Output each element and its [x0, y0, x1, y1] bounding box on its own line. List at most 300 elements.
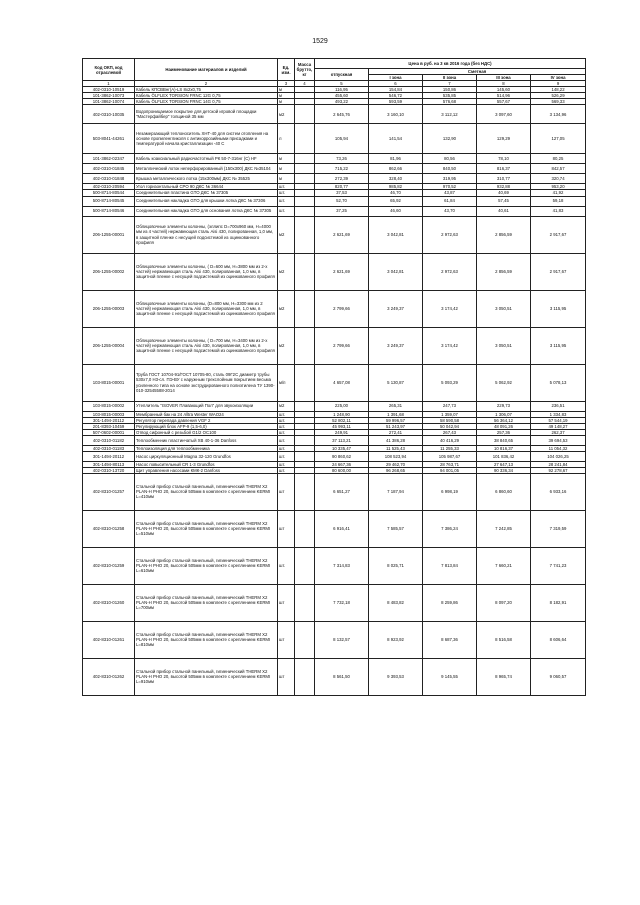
zone3-price: 38 840,65	[477, 435, 531, 445]
release-price: 7 314,83	[315, 547, 369, 584]
item-code: 402-0310-10035	[83, 105, 135, 124]
item-unit: шт	[278, 658, 295, 695]
zone4-price: 41,83	[531, 206, 586, 216]
item-name: Соединительная накладка GTO для крышки лотка ДКС № 37306	[135, 196, 278, 206]
zone1-price: 3 042,81	[369, 253, 423, 290]
header-zone4: IV зона	[531, 75, 586, 81]
table-row	[83, 510, 586, 547]
item-unit: м2	[278, 105, 295, 124]
zone3-price: 3 097,60	[477, 105, 531, 124]
zone4-price: 92 278,67	[531, 467, 586, 473]
zone2-price: 3 174,42	[423, 327, 477, 364]
zone4-price: 2 917,67	[531, 253, 586, 290]
item-mass	[295, 290, 315, 327]
zone1-price: 265,31	[369, 401, 423, 411]
zone1-price: 8 923,92	[369, 621, 423, 658]
price-table-body	[83, 87, 586, 696]
item-code: 402-0310-01182	[83, 435, 135, 445]
zone1-price: 41 386,28	[369, 435, 423, 445]
item-code: 103-8015-00003	[83, 411, 135, 417]
release-price: 2 621,69	[315, 253, 369, 290]
item-code: 301-1494-20112	[83, 451, 135, 461]
release-price: 45 993,11	[315, 423, 369, 429]
column-index: 1	[83, 81, 135, 87]
item-name: Кабель КПСВВнг(А)-LS 8х2х0,75	[135, 87, 278, 93]
item-unit: шт.	[278, 196, 295, 206]
table-row	[83, 658, 586, 695]
table-row	[83, 423, 586, 429]
zone4-price: 953,20	[531, 184, 586, 190]
zone4-price: 127,05	[531, 124, 586, 154]
item-code: 402-8310-01259	[83, 547, 135, 584]
release-price: 37 113,21	[315, 435, 369, 445]
table-row	[83, 164, 586, 174]
zone1-price: 3 249,37	[369, 290, 423, 327]
item-name: Стальной прибор стальной панельный, гигиенический THERM X2 PLAN-H PHO 20, высотой 505мм в комплекте с креплением KERMI L=410мм	[135, 473, 278, 510]
page-number: 1529	[312, 38, 328, 45]
zone2-price: 80,56	[423, 154, 477, 164]
zone2-price: 267,43	[423, 429, 477, 435]
release-price: 4 657,08	[315, 364, 369, 401]
zone3-price: 229,73	[477, 401, 531, 411]
zone4-price: 39 694,53	[531, 435, 586, 445]
zone3-price: 310,77	[477, 174, 531, 184]
zone4-price: 3 134,96	[531, 105, 586, 124]
zone3-price: 40,61	[477, 206, 531, 216]
item-code: 402-0310-01848	[83, 174, 135, 184]
zone1-price: 7 585,57	[369, 510, 423, 547]
item-code: 402-0310-13720	[83, 467, 135, 473]
table-row	[83, 174, 586, 184]
table-row	[83, 154, 586, 164]
zone4-price: 11 054,32	[531, 445, 586, 451]
zone3-price: 7 242,85	[477, 510, 531, 547]
item-mass	[295, 206, 315, 216]
item-name: Кабель ÖLFLEX TORSION FRNC 14G 0,75	[135, 99, 278, 105]
column-index: 5	[315, 81, 369, 87]
item-name: Облицовочные элементы колонны, ( D=700 мм, Н=3400 мм из 2-х частей) нержавеющая сталь Aisi 430, полированная, 1,0 мм, в защитной пленке с несущей подсистемой из оцинкованного профиля	[135, 327, 278, 364]
zone4-price: 5 078,13	[531, 364, 586, 401]
item-code: 402-8310-01262	[83, 658, 135, 695]
zone2-price: 9 145,55	[423, 658, 477, 695]
zone3-price: 101 836,42	[477, 451, 531, 461]
item-name: Стальной прибор стальной панельный, гигиенический THERM X2 PLAN-H PHO 20, высотой 505мм в комплекте с креплением KERMI L=700мм	[135, 584, 278, 621]
table-row	[83, 445, 586, 451]
zone2-price: 50 042,94	[423, 423, 477, 429]
zone3-price: 257,36	[477, 429, 531, 435]
item-code: 201-8393-10459	[83, 423, 135, 429]
zone2-price: 7 386,24	[423, 510, 477, 547]
table-row	[83, 584, 586, 621]
item-unit: м/п	[278, 364, 295, 401]
zone3-price: 557,67	[477, 99, 531, 105]
table-row	[83, 253, 586, 290]
zone3-price: 2 856,59	[477, 253, 531, 290]
zone2-price: 247,73	[423, 401, 477, 411]
zone4-price: 842,57	[531, 164, 586, 174]
zone3-price: 40,69	[477, 190, 531, 196]
zone2-price: 5 093,29	[423, 364, 477, 401]
item-code: 402-0310-10519	[83, 87, 135, 93]
item-unit: м2	[278, 253, 295, 290]
item-name: Насос повысительный CR 1-3 Grundfos	[135, 461, 278, 467]
item-mass	[295, 364, 315, 401]
release-price: 2 799,66	[315, 290, 369, 327]
zone2-price: 94 001,05	[423, 467, 477, 473]
zone1-price: 8 483,82	[369, 584, 423, 621]
item-unit: шт.	[278, 184, 295, 190]
item-name: Отвод сифонный с резьбой G1/2 ОС100	[135, 429, 278, 435]
zone2-price: 43,70	[423, 206, 477, 216]
zone2-price: 132,90	[423, 124, 477, 154]
item-unit: м	[278, 99, 295, 105]
column-index: 2	[135, 81, 278, 87]
item-name: Соединительная пластина GTO ДКС № 37305	[135, 190, 278, 196]
item-name: Насос циркуляционный Magna 32-120 Grundfos	[135, 451, 278, 461]
zone2-price: 840,50	[423, 164, 477, 174]
table-row	[83, 417, 586, 423]
table-row	[83, 105, 586, 124]
column-index: 3	[278, 81, 295, 87]
item-unit: шт.	[278, 467, 295, 473]
table-row	[83, 621, 586, 658]
release-price: 37,53	[315, 190, 369, 196]
release-price: 116,95	[315, 87, 369, 93]
item-code: 206-1255-00004	[83, 327, 135, 364]
item-unit: шт.	[278, 190, 295, 196]
header-zone3: III зона	[477, 75, 531, 81]
release-price: 272,39	[315, 174, 369, 184]
item-name: Стальной прибор стальной панельный, гигиенический THERM X2 PLAN-H PHO 20, высотой 505мм в комплекте с креплением KERMI L=610мм	[135, 547, 278, 584]
item-name: Незамерзающий теплоноситель ХНТ-40 для систем отопления на основе пропиленгликоля с антикоррозийными присадками и температурой начала кристаллизации -40 С	[135, 124, 278, 154]
zone2-price: 28 763,71	[423, 461, 477, 467]
item-unit: м2	[278, 216, 295, 253]
item-name: Теплоизоляция для теплообменника	[135, 445, 278, 451]
zone4-price: 526,29	[531, 93, 586, 99]
item-code: 402-0310-01183	[83, 445, 135, 451]
item-unit: шт.	[278, 445, 295, 451]
zone2-price: 40 416,29	[423, 435, 477, 445]
item-mass	[295, 658, 315, 695]
item-unit: м	[278, 174, 295, 184]
zone3-price: 514,96	[477, 93, 531, 99]
item-unit: шт	[278, 621, 295, 658]
zone3-price: 56 364,12	[477, 417, 531, 423]
table-row	[83, 547, 586, 584]
item-mass	[295, 216, 315, 253]
zone4-price: 49 148,27	[531, 423, 586, 429]
item-name: Кабель ÖLFLEX TORSION FRNC 12G 0,75	[135, 93, 278, 99]
release-price: 80 600,00	[315, 467, 369, 473]
release-price: 105,94	[315, 124, 369, 154]
item-code: 206-1255-00002	[83, 253, 135, 290]
release-price: 52,70	[315, 196, 369, 206]
zone1-price: 593,59	[369, 99, 423, 105]
header-mass: Масса брутто, кг	[295, 59, 315, 81]
zone4-price: 104 026,25	[531, 451, 586, 461]
item-name: Стальной прибор стальной панельный, гигиенический THERM X2 PLAN-H PHO 20, высотой 505мм в комплекте с креплением KERMI L=510мм	[135, 510, 278, 547]
release-price: 249,91	[315, 429, 369, 435]
zone2-price: 150,86	[423, 87, 477, 93]
item-code: 402-8310-01258	[83, 510, 135, 547]
zone1-price: 328,40	[369, 174, 423, 184]
zone4-price: 148,22	[531, 87, 586, 93]
zone4-price: 8 606,64	[531, 621, 586, 658]
zone2-price: 11 255,33	[423, 445, 477, 451]
zone2-price: 3 174,42	[423, 290, 477, 327]
zone1-price: 11 525,43	[369, 445, 423, 451]
item-name: Труба ГОСТ 10704-91/ГОСТ 10705-80, сталь 09Г2С диаметр трубы 530х7,0 Н3-сл. ПЭ-ВУ с наружным трехслойным покрытием весьма усиленного типа на основе экструдированного полиэтилена ТУ 1390-010-32545588-2014	[135, 364, 278, 401]
item-name: Облицовочные элементы колонны, ( D=600 мм, Н=3800 мм из 2-х частей) нержавеющая сталь Aisi 430, полированная, 1,0 мм, в защитной пленке с несущей подсистемой из оцинкованного профиля	[135, 253, 278, 290]
release-price: 52 802,11	[315, 417, 369, 423]
release-price: 6 916,41	[315, 510, 369, 547]
item-mass	[295, 451, 315, 461]
column-index: 4	[295, 81, 315, 87]
item-name: Утеплитель "ISOVER Плавающий Пол" для звукоизоляции	[135, 401, 278, 411]
zone1-price: 51 243,97	[369, 423, 423, 429]
zone3-price: 90 336,34	[477, 467, 531, 473]
release-price: 455,60	[315, 93, 369, 99]
zone2-price: 105 987,67	[423, 451, 477, 461]
zone4-price: 3 115,95	[531, 290, 586, 327]
release-price: 2 645,76	[315, 105, 369, 124]
item-unit: шт.	[278, 411, 295, 417]
zone1-price: 3 249,37	[369, 327, 423, 364]
release-price: 225,00	[315, 401, 369, 411]
item-name: Облицовочные элементы колонны, (D=800 мм, Н=3300 мм из 2 частей) нержавеющая сталь Aisi 430, полированная, 1,0 мм, в защитной пленке с несущей подсистемой из оцинкованного профиля	[135, 290, 278, 327]
zone2-price: 970,52	[423, 184, 477, 190]
item-name: Щит управления насосами КМК-2 Danfoss	[135, 467, 278, 473]
release-price: 37,25	[315, 206, 369, 216]
zone2-price: 61,84	[423, 196, 477, 206]
item-mass	[295, 621, 315, 658]
zone4-price: 7 741,23	[531, 547, 586, 584]
release-price: 90 860,62	[315, 451, 369, 461]
release-price: 8 561,50	[315, 658, 369, 695]
header-release: отпускная	[315, 69, 369, 81]
zone4-price: 6 933,16	[531, 473, 586, 510]
zone2-price: 319,95	[423, 174, 477, 184]
release-price: 2 621,69	[315, 216, 369, 253]
item-code: 206-1255-00003	[83, 290, 135, 327]
item-unit: м	[278, 93, 295, 99]
table-row	[83, 461, 586, 467]
item-name: Облицовочные элементы колонны, (эллипс D=700х960 мм, Н=4000 мм из 4 частей) нержавеющая сталь Aisi 430, полированная, 1,0 мм, в защитной пленке с несущей подсистемой из оцинкованного профиля	[135, 216, 278, 253]
table-row	[83, 401, 586, 411]
zone1-price: 46,60	[369, 206, 423, 216]
item-unit: шт	[278, 473, 295, 510]
item-name: Кабель коаксиальный радиочастотный РК 50-7-316нг (С) HF	[135, 154, 278, 164]
release-price: 73,26	[315, 154, 369, 164]
zone3-price: 145,60	[477, 87, 531, 93]
release-price: 2 799,66	[315, 327, 369, 364]
zone4-price: 262,37	[531, 429, 586, 435]
table-row	[83, 473, 586, 510]
zone4-price: 569,33	[531, 99, 586, 105]
zone1-price: 81,96	[369, 154, 423, 164]
item-code: 402-8310-01257	[83, 473, 135, 510]
zone3-price: 3 050,51	[477, 290, 531, 327]
item-mass	[295, 401, 315, 411]
item-code: 206-1255-00001	[83, 216, 135, 253]
zone3-price: 3 050,51	[477, 327, 531, 364]
zone3-price: 932,88	[477, 184, 531, 190]
item-unit: шт	[278, 584, 295, 621]
item-mass	[295, 473, 315, 510]
zone4-price: 9 060,57	[531, 658, 586, 695]
table-row	[83, 467, 586, 473]
item-unit: шт	[278, 510, 295, 547]
zone1-price: 3 042,81	[369, 216, 423, 253]
item-code: 402-8310-01260	[83, 584, 135, 621]
item-name: Водопроницаемое покрытие для детской игровой площадки "Мастерфайбер" толщиной 35 мм	[135, 105, 278, 124]
zone1-price: 9 393,53	[369, 658, 423, 695]
zone3-price: 129,29	[477, 124, 531, 154]
header-zone1: I зона	[369, 75, 423, 81]
table-row	[83, 290, 586, 327]
item-mass	[295, 253, 315, 290]
column-index: 9	[531, 81, 586, 87]
zone4-price: 8 182,91	[531, 584, 586, 621]
release-price: 10 335,47	[315, 445, 369, 451]
zone1-price: 29 462,70	[369, 461, 423, 467]
table-row	[83, 216, 586, 253]
zone1-price: 985,82	[369, 184, 423, 190]
zone4-price: 236,51	[531, 401, 586, 411]
zone4-price: 28 241,84	[531, 461, 586, 467]
item-code: 402-0310-20594	[83, 184, 135, 190]
release-price: 715,22	[315, 164, 369, 174]
table-row	[83, 411, 586, 417]
release-price: 24 667,36	[315, 461, 369, 467]
item-mass	[295, 105, 315, 124]
release-price: 8 132,57	[315, 621, 369, 658]
item-unit: шт.	[278, 417, 295, 423]
zone1-price: 59 996,57	[369, 417, 423, 423]
item-name: Металлический лоток неперфорированный (150х300) ДКС №35104	[135, 164, 278, 174]
zone1-price: 862,66	[369, 164, 423, 174]
header-code: Код ОКП, код отраслевой	[83, 59, 135, 81]
zone1-price: 154,84	[369, 87, 423, 93]
zone3-price: 5 062,92	[477, 364, 531, 401]
zone4-price: 1 334,83	[531, 411, 586, 417]
release-price: 493,22	[315, 99, 369, 105]
zone3-price: 7 660,21	[477, 547, 531, 584]
item-mass	[295, 164, 315, 174]
zone1-price: 141,54	[369, 124, 423, 154]
item-unit: м	[278, 164, 295, 174]
table-row	[83, 206, 586, 216]
item-unit: шт.	[278, 451, 295, 461]
zone3-price: 1 306,07	[477, 411, 531, 417]
release-price: 1 248,90	[315, 411, 369, 417]
zone2-price: 2 972,63	[423, 253, 477, 290]
zone3-price: 10 816,37	[477, 445, 531, 451]
header-unit: Ед. изм.	[278, 59, 295, 81]
zone3-price: 8 516,58	[477, 621, 531, 658]
header-estimate: Сметная	[369, 69, 586, 75]
item-code: 101-3862-02347	[83, 154, 135, 164]
zone4-price: 3 115,95	[531, 327, 586, 364]
zone1-price: 8 025,71	[369, 547, 423, 584]
item-unit: м	[278, 87, 295, 93]
header-name: Наименование материалов и изделий	[135, 59, 278, 81]
item-unit: шт.	[278, 435, 295, 445]
zone3-price: 27 647,13	[477, 461, 531, 467]
zone4-price: 2 917,67	[531, 216, 586, 253]
zone3-price: 2 856,59	[477, 216, 531, 253]
zone3-price: 8 965,74	[477, 658, 531, 695]
zone3-price: 8 097,20	[477, 584, 531, 621]
table-row	[83, 364, 586, 401]
zone1-price: 7 187,94	[369, 473, 423, 510]
table-row	[83, 124, 586, 154]
zone2-price: 3 112,12	[423, 105, 477, 124]
zone1-price: 65,92	[369, 196, 423, 206]
item-unit: шт.	[278, 423, 295, 429]
table-row	[83, 435, 586, 445]
zone4-price: 57 544,19	[531, 417, 586, 423]
item-unit: м2	[278, 401, 295, 411]
item-unit: м2	[278, 327, 295, 364]
item-code: 103-8015-00001	[83, 364, 135, 401]
item-name: Регулирующий блок AFP-9 (1,5-6,0)	[135, 423, 278, 429]
item-unit: шт.	[278, 547, 295, 584]
item-code: 503-8041-44261	[83, 124, 135, 154]
item-unit: шт.	[278, 461, 295, 467]
column-index: 8	[477, 81, 531, 87]
item-mass	[295, 547, 315, 584]
zone2-price: 2 972,63	[423, 216, 477, 253]
item-code: 500-8714-80546	[83, 206, 135, 216]
item-mass	[295, 435, 315, 445]
item-code: 500-8714-80544	[83, 190, 135, 196]
item-code: 500-8714-80545	[83, 196, 135, 206]
zone2-price: 1 359,07	[423, 411, 477, 417]
zone1-price: 272,41	[369, 429, 423, 435]
zone1-price: 96 268,65	[369, 467, 423, 473]
price-table	[82, 58, 586, 696]
zone1-price: 3 160,10	[369, 105, 423, 124]
zone4-price: 7 319,59	[531, 510, 586, 547]
item-unit: м2	[278, 290, 295, 327]
zone3-price: 48 091,26	[477, 423, 531, 429]
zone3-price: 6 860,60	[477, 473, 531, 510]
item-name: Стальной прибор стальной панельный, гигиенический THERM X2 PLAN-H PHO 20, высотой 505мм в комплекте с креплением KERMI L=910мм	[135, 658, 278, 695]
item-name: Мембранный бак на 24 л/ltra Wester WAO24	[135, 411, 278, 417]
zone4-price: 41,92	[531, 190, 586, 196]
item-name: Регулятор перепада давления VGF 2	[135, 417, 278, 423]
item-mass	[295, 124, 315, 154]
item-code: 402-0310-01845	[83, 164, 135, 174]
item-code: 301-1494-80113	[83, 461, 135, 467]
zone2-price: 535,85	[423, 93, 477, 99]
item-mass	[295, 584, 315, 621]
zone4-price: 320,74	[531, 174, 586, 184]
item-code: 507-0602-00001	[83, 429, 135, 435]
item-mass	[295, 327, 315, 364]
release-price: 7 732,18	[315, 584, 369, 621]
item-unit: шт.	[278, 429, 295, 435]
item-name: Теплообменник пластинчатый XB 40-1-36 Danfoss	[135, 435, 278, 445]
item-name: Соединительная накладка GTO для основания лотка ДКС № 37305	[135, 206, 278, 216]
item-name: Стальной прибор стальной панельный, гигиенический THERM X2 PLAN-H PHO 20, высотой 505мм в комплекте с креплением KERMI L=810мм	[135, 621, 278, 658]
table-row	[83, 196, 586, 206]
zone1-price: 1 391,68	[369, 411, 423, 417]
zone3-price: 57,45	[477, 196, 531, 206]
item-mass	[295, 174, 315, 184]
header-price-group: Цена в руб. на 3 кв 2016 года (без НДС)	[315, 59, 586, 69]
